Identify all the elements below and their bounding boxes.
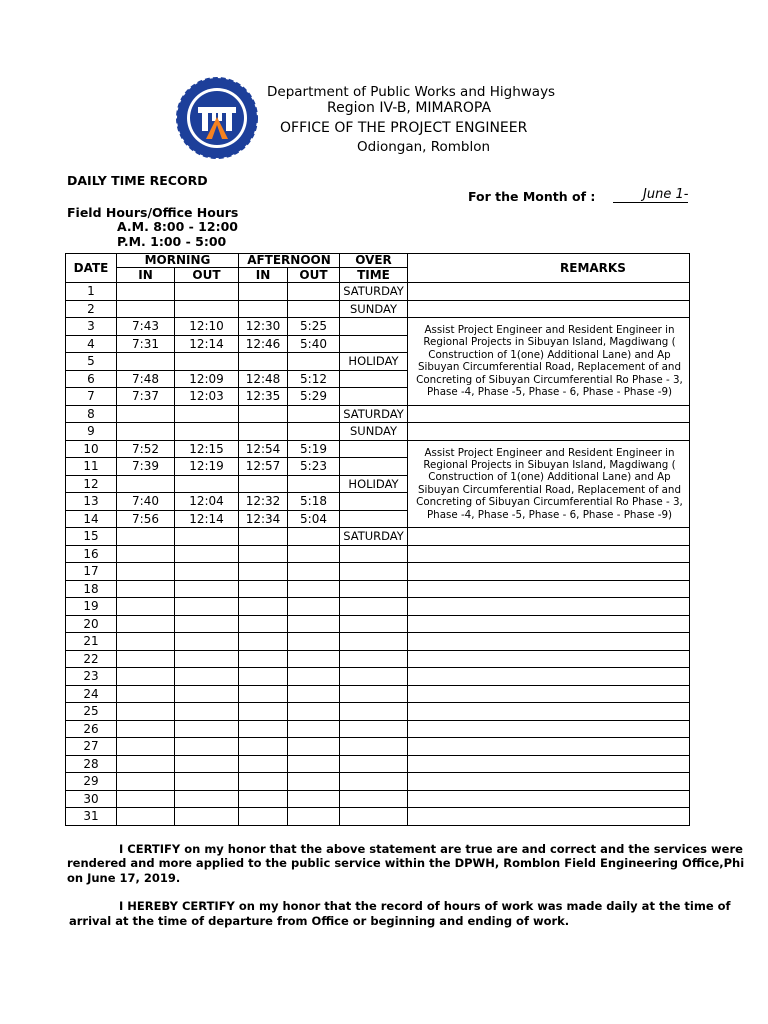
afternoon-in-cell [239, 528, 288, 546]
morning-in-cell [117, 615, 175, 633]
afternoon-in-cell [239, 790, 288, 808]
morning-out-cell: 12:04 [175, 493, 239, 511]
table-row [66, 283, 690, 301]
table-row [66, 703, 690, 721]
header-time: TIME [340, 268, 408, 283]
afternoon-in-cell: 12:34 [239, 510, 288, 528]
afternoon-out-cell: 5:29 [288, 388, 340, 406]
morning-out-cell [175, 808, 239, 826]
date-cell: 27 [66, 738, 117, 756]
afternoon-in-cell [239, 598, 288, 616]
morning-out-cell [175, 580, 239, 598]
morning-in-cell [117, 790, 175, 808]
morning-out-cell [175, 738, 239, 756]
morning-out-cell: 12:10 [175, 318, 239, 336]
remarks-cell [408, 563, 690, 581]
overtime-cell [340, 318, 408, 336]
remarks-cell [408, 703, 690, 721]
overtime-cell [340, 773, 408, 791]
overtime-cell: SATURDAY [340, 283, 408, 301]
afternoon-in-cell [239, 668, 288, 686]
remarks-cell [408, 755, 690, 773]
date-cell: 13 [66, 493, 117, 511]
afternoon-out-cell [288, 685, 340, 703]
morning-in-cell [117, 598, 175, 616]
date-cell: 25 [66, 703, 117, 721]
afternoon-out-cell [288, 580, 340, 598]
remarks-cell [408, 545, 690, 563]
afternoon-out-cell [288, 563, 340, 581]
date-cell: 23 [66, 668, 117, 686]
table-row [66, 598, 690, 616]
time-record-table [65, 253, 690, 826]
morning-in-cell [117, 283, 175, 301]
morning-in-cell: 7:37 [117, 388, 175, 406]
remarks-cell [408, 580, 690, 598]
header-date: DATE [66, 254, 117, 283]
morning-out-cell [175, 615, 239, 633]
morning-out-cell [175, 650, 239, 668]
morning-out-cell [175, 423, 239, 441]
table-row [66, 685, 690, 703]
date-cell: 26 [66, 720, 117, 738]
morning-out-cell [175, 563, 239, 581]
table-row [66, 755, 690, 773]
morning-out-cell [175, 475, 239, 493]
overtime-cell [340, 598, 408, 616]
overtime-cell [340, 615, 408, 633]
overtime-cell: SUNDAY [340, 300, 408, 318]
morning-in-cell [117, 650, 175, 668]
afternoon-out-cell [288, 423, 340, 441]
morning-out-cell: 12:19 [175, 458, 239, 476]
morning-out-cell [175, 668, 239, 686]
department-name: Department of Public Works and Highways [267, 84, 556, 100]
table-row [66, 545, 690, 563]
overtime-cell [340, 510, 408, 528]
date-cell: 8 [66, 405, 117, 423]
morning-in-cell [117, 353, 175, 371]
certify-line-2: rendered and more applied to the public service within the DPWH, Romblon Field Engineering Office,Phi [67, 856, 745, 870]
remarks-cell [408, 685, 690, 703]
afternoon-out-cell [288, 475, 340, 493]
afternoon-out-cell [288, 353, 340, 371]
table-row [66, 318, 690, 336]
morning-out-cell [175, 703, 239, 721]
remarks-cell [408, 790, 690, 808]
header-over: OVER [340, 254, 408, 268]
date-cell: 29 [66, 773, 117, 791]
date-cell: 12 [66, 475, 117, 493]
date-cell: 9 [66, 423, 117, 441]
morning-out-cell [175, 545, 239, 563]
header-morning: MORNING [117, 254, 239, 268]
afternoon-in-cell [239, 405, 288, 423]
morning-out-cell: 12:15 [175, 440, 239, 458]
table-row [66, 563, 690, 581]
date-cell: 17 [66, 563, 117, 581]
morning-in-cell [117, 580, 175, 598]
afternoon-out-cell [288, 790, 340, 808]
afternoon-out-cell: 5:12 [288, 370, 340, 388]
afternoon-out-cell [288, 283, 340, 301]
date-cell: 4 [66, 335, 117, 353]
afternoon-in-cell [239, 563, 288, 581]
date-cell: 19 [66, 598, 117, 616]
remarks-cell [408, 405, 690, 423]
overtime-cell: SATURDAY [340, 405, 408, 423]
month-value: June 1- [613, 187, 688, 203]
afternoon-in-cell: 12:48 [239, 370, 288, 388]
remarks-cell [408, 650, 690, 668]
morning-out-cell: 12:03 [175, 388, 239, 406]
afternoon-in-cell [239, 773, 288, 791]
morning-in-cell [117, 300, 175, 318]
table-row [66, 405, 690, 423]
date-cell: 2 [66, 300, 117, 318]
date-cell: 18 [66, 580, 117, 598]
table-row [66, 808, 690, 826]
table-row [66, 580, 690, 598]
morning-in-cell [117, 703, 175, 721]
morning-in-cell [117, 528, 175, 546]
overtime-cell [340, 685, 408, 703]
morning-in-cell [117, 738, 175, 756]
remarks-cell: Assist Project Engineer and Resident Engineer in Regional Projects in Sibuyan Island, Magdiwang ( Construction of 1(one) Additional Lane) and Ap Sibuyan Circumferential Road, Replacement of and Concreting of Sibuyan Circumferential Ro Phase - 3, Phase -4, Phase -5, Phase - 6, Phase - Phase -9) [408, 440, 690, 528]
office-location: Odiongan, Romblon [357, 139, 491, 155]
hours-label: Field Hours/Office Hours [67, 205, 239, 220]
date-cell: 30 [66, 790, 117, 808]
overtime-cell [340, 755, 408, 773]
am-hours: A.M. 8:00 - 12:00 [117, 219, 238, 234]
date-cell: 28 [66, 755, 117, 773]
afternoon-in-cell [239, 283, 288, 301]
table-row [66, 528, 690, 546]
table-row [66, 633, 690, 651]
afternoon-out-cell: 5:18 [288, 493, 340, 511]
remarks-cell [408, 668, 690, 686]
table-row [66, 790, 690, 808]
afternoon-out-cell [288, 738, 340, 756]
morning-in-cell: 7:56 [117, 510, 175, 528]
afternoon-in-cell: 12:54 [239, 440, 288, 458]
morning-out-cell [175, 353, 239, 371]
morning-in-cell [117, 685, 175, 703]
afternoon-in-cell [239, 738, 288, 756]
morning-in-cell: 7:43 [117, 318, 175, 336]
overtime-cell [340, 738, 408, 756]
afternoon-in-cell [239, 423, 288, 441]
remarks-cell [408, 720, 690, 738]
morning-out-cell [175, 300, 239, 318]
date-cell: 15 [66, 528, 117, 546]
date-cell: 31 [66, 808, 117, 826]
remarks-cell [408, 598, 690, 616]
afternoon-in-cell [239, 633, 288, 651]
afternoon-out-cell [288, 720, 340, 738]
remarks-cell [408, 528, 690, 546]
morning-in-cell [117, 808, 175, 826]
afternoon-out-cell [288, 528, 340, 546]
morning-in-cell [117, 563, 175, 581]
table-row [66, 720, 690, 738]
afternoon-out-cell [288, 615, 340, 633]
afternoon-in-cell [239, 808, 288, 826]
morning-out-cell [175, 405, 239, 423]
afternoon-in-cell [239, 475, 288, 493]
overtime-cell [340, 790, 408, 808]
overtime-cell [340, 633, 408, 651]
remarks-cell [408, 773, 690, 791]
header-afternoon: AFTERNOON [239, 254, 340, 268]
office-name: OFFICE OF THE PROJECT ENGINEER [280, 120, 528, 136]
date-cell: 11 [66, 458, 117, 476]
overtime-cell [340, 650, 408, 668]
date-cell: 22 [66, 650, 117, 668]
dpwh-logo-icon [176, 77, 258, 159]
morning-in-cell: 7:52 [117, 440, 175, 458]
table-row [66, 738, 690, 756]
table-row [66, 440, 690, 458]
date-cell: 6 [66, 370, 117, 388]
afternoon-in-cell [239, 720, 288, 738]
afternoon-out-cell [288, 755, 340, 773]
overtime-cell [340, 370, 408, 388]
remarks-cell [408, 283, 690, 301]
table-row [66, 615, 690, 633]
afternoon-in-cell [239, 353, 288, 371]
header-afternoon-in: IN [239, 268, 288, 283]
afternoon-in-cell [239, 703, 288, 721]
date-cell: 5 [66, 353, 117, 371]
morning-in-cell: 7:39 [117, 458, 175, 476]
overtime-cell: SUNDAY [340, 423, 408, 441]
hereby-certify-line-1: I HEREBY CERTIFY on my honor that the record of hours of work was made daily at the time of [119, 899, 731, 913]
remarks-cell [408, 633, 690, 651]
morning-in-cell: 7:48 [117, 370, 175, 388]
overtime-cell [340, 668, 408, 686]
pm-hours: P.M. 1:00 - 5:00 [117, 234, 227, 249]
overtime-cell [340, 545, 408, 563]
certify-line-1: I CERTIFY on my honor that the above statement are true are and correct and the services were [119, 842, 743, 856]
morning-out-cell [175, 528, 239, 546]
morning-in-cell [117, 720, 175, 738]
afternoon-out-cell [288, 405, 340, 423]
afternoon-in-cell [239, 580, 288, 598]
table-row [66, 650, 690, 668]
certify-line-3: on June 17, 2019. [67, 871, 181, 885]
date-cell: 3 [66, 318, 117, 336]
morning-in-cell: 7:31 [117, 335, 175, 353]
afternoon-in-cell [239, 545, 288, 563]
region-name: Region IV-B, MIMAROPA [327, 100, 492, 116]
morning-out-cell [175, 633, 239, 651]
date-cell: 20 [66, 615, 117, 633]
afternoon-out-cell [288, 773, 340, 791]
table-body [66, 283, 690, 826]
overtime-cell [340, 335, 408, 353]
header-afternoon-out: OUT [288, 268, 340, 283]
overtime-cell: HOLIDAY [340, 353, 408, 371]
table-row [66, 423, 690, 441]
table-row [66, 773, 690, 791]
overtime-cell [340, 808, 408, 826]
morning-in-cell [117, 475, 175, 493]
afternoon-out-cell: 5:23 [288, 458, 340, 476]
afternoon-in-cell [239, 755, 288, 773]
record-title: DAILY TIME RECORD [67, 173, 208, 188]
morning-out-cell [175, 598, 239, 616]
afternoon-in-cell: 12:32 [239, 493, 288, 511]
morning-out-cell [175, 720, 239, 738]
afternoon-out-cell: 5:25 [288, 318, 340, 336]
morning-out-cell [175, 790, 239, 808]
morning-in-cell [117, 423, 175, 441]
date-cell: 7 [66, 388, 117, 406]
table-row [66, 668, 690, 686]
afternoon-out-cell [288, 598, 340, 616]
afternoon-out-cell [288, 808, 340, 826]
afternoon-out-cell [288, 650, 340, 668]
remarks-cell [408, 423, 690, 441]
afternoon-in-cell [239, 300, 288, 318]
morning-out-cell: 12:14 [175, 335, 239, 353]
morning-in-cell [117, 405, 175, 423]
morning-out-cell [175, 685, 239, 703]
afternoon-out-cell [288, 545, 340, 563]
afternoon-out-cell: 5:04 [288, 510, 340, 528]
remarks-cell [408, 808, 690, 826]
afternoon-in-cell: 12:57 [239, 458, 288, 476]
afternoon-out-cell [288, 633, 340, 651]
overtime-cell: SATURDAY [340, 528, 408, 546]
hereby-certify-line-2: arrival at the time of departure from Office or beginning and ending of work. [69, 914, 570, 928]
date-cell: 14 [66, 510, 117, 528]
remarks-cell: Assist Project Engineer and Resident Engineer in Regional Projects in Sibuyan Island, Magdiwang ( Construction of 1(one) Additional Lane) and Ap Sibuyan Circumferential Road, Replacement of and Concreting of Sibuyan Circumferential Ro Phase - 3, Phase -4, Phase -5, Phase - 6, Phase - Phase -9) [408, 318, 690, 406]
overtime-cell [340, 703, 408, 721]
date-cell: 10 [66, 440, 117, 458]
header-morning-in: IN [117, 268, 175, 283]
month-label: For the Month of : [468, 189, 596, 204]
afternoon-in-cell: 12:35 [239, 388, 288, 406]
overtime-cell [340, 563, 408, 581]
morning-out-cell [175, 755, 239, 773]
afternoon-in-cell [239, 685, 288, 703]
morning-out-cell [175, 773, 239, 791]
afternoon-out-cell: 5:19 [288, 440, 340, 458]
morning-out-cell [175, 283, 239, 301]
remarks-cell [408, 300, 690, 318]
morning-in-cell [117, 668, 175, 686]
header-remarks: REMARKS [408, 254, 690, 283]
morning-out-cell: 12:09 [175, 370, 239, 388]
date-cell: 16 [66, 545, 117, 563]
overtime-cell [340, 388, 408, 406]
remarks-cell [408, 615, 690, 633]
table-row [66, 300, 690, 318]
morning-in-cell [117, 755, 175, 773]
overtime-cell [340, 458, 408, 476]
overtime-cell [340, 440, 408, 458]
date-cell: 24 [66, 685, 117, 703]
afternoon-in-cell: 12:46 [239, 335, 288, 353]
morning-in-cell [117, 773, 175, 791]
afternoon-out-cell [288, 703, 340, 721]
afternoon-out-cell [288, 668, 340, 686]
afternoon-in-cell: 12:30 [239, 318, 288, 336]
morning-in-cell [117, 545, 175, 563]
afternoon-in-cell [239, 615, 288, 633]
date-cell: 1 [66, 283, 117, 301]
overtime-cell [340, 580, 408, 598]
overtime-cell: HOLIDAY [340, 475, 408, 493]
date-cell: 21 [66, 633, 117, 651]
remarks-cell [408, 738, 690, 756]
header-morning-out: OUT [175, 268, 239, 283]
afternoon-in-cell [239, 650, 288, 668]
afternoon-out-cell: 5:40 [288, 335, 340, 353]
morning-in-cell: 7:40 [117, 493, 175, 511]
overtime-cell [340, 493, 408, 511]
morning-in-cell [117, 633, 175, 651]
overtime-cell [340, 720, 408, 738]
afternoon-out-cell [288, 300, 340, 318]
morning-out-cell: 12:14 [175, 510, 239, 528]
